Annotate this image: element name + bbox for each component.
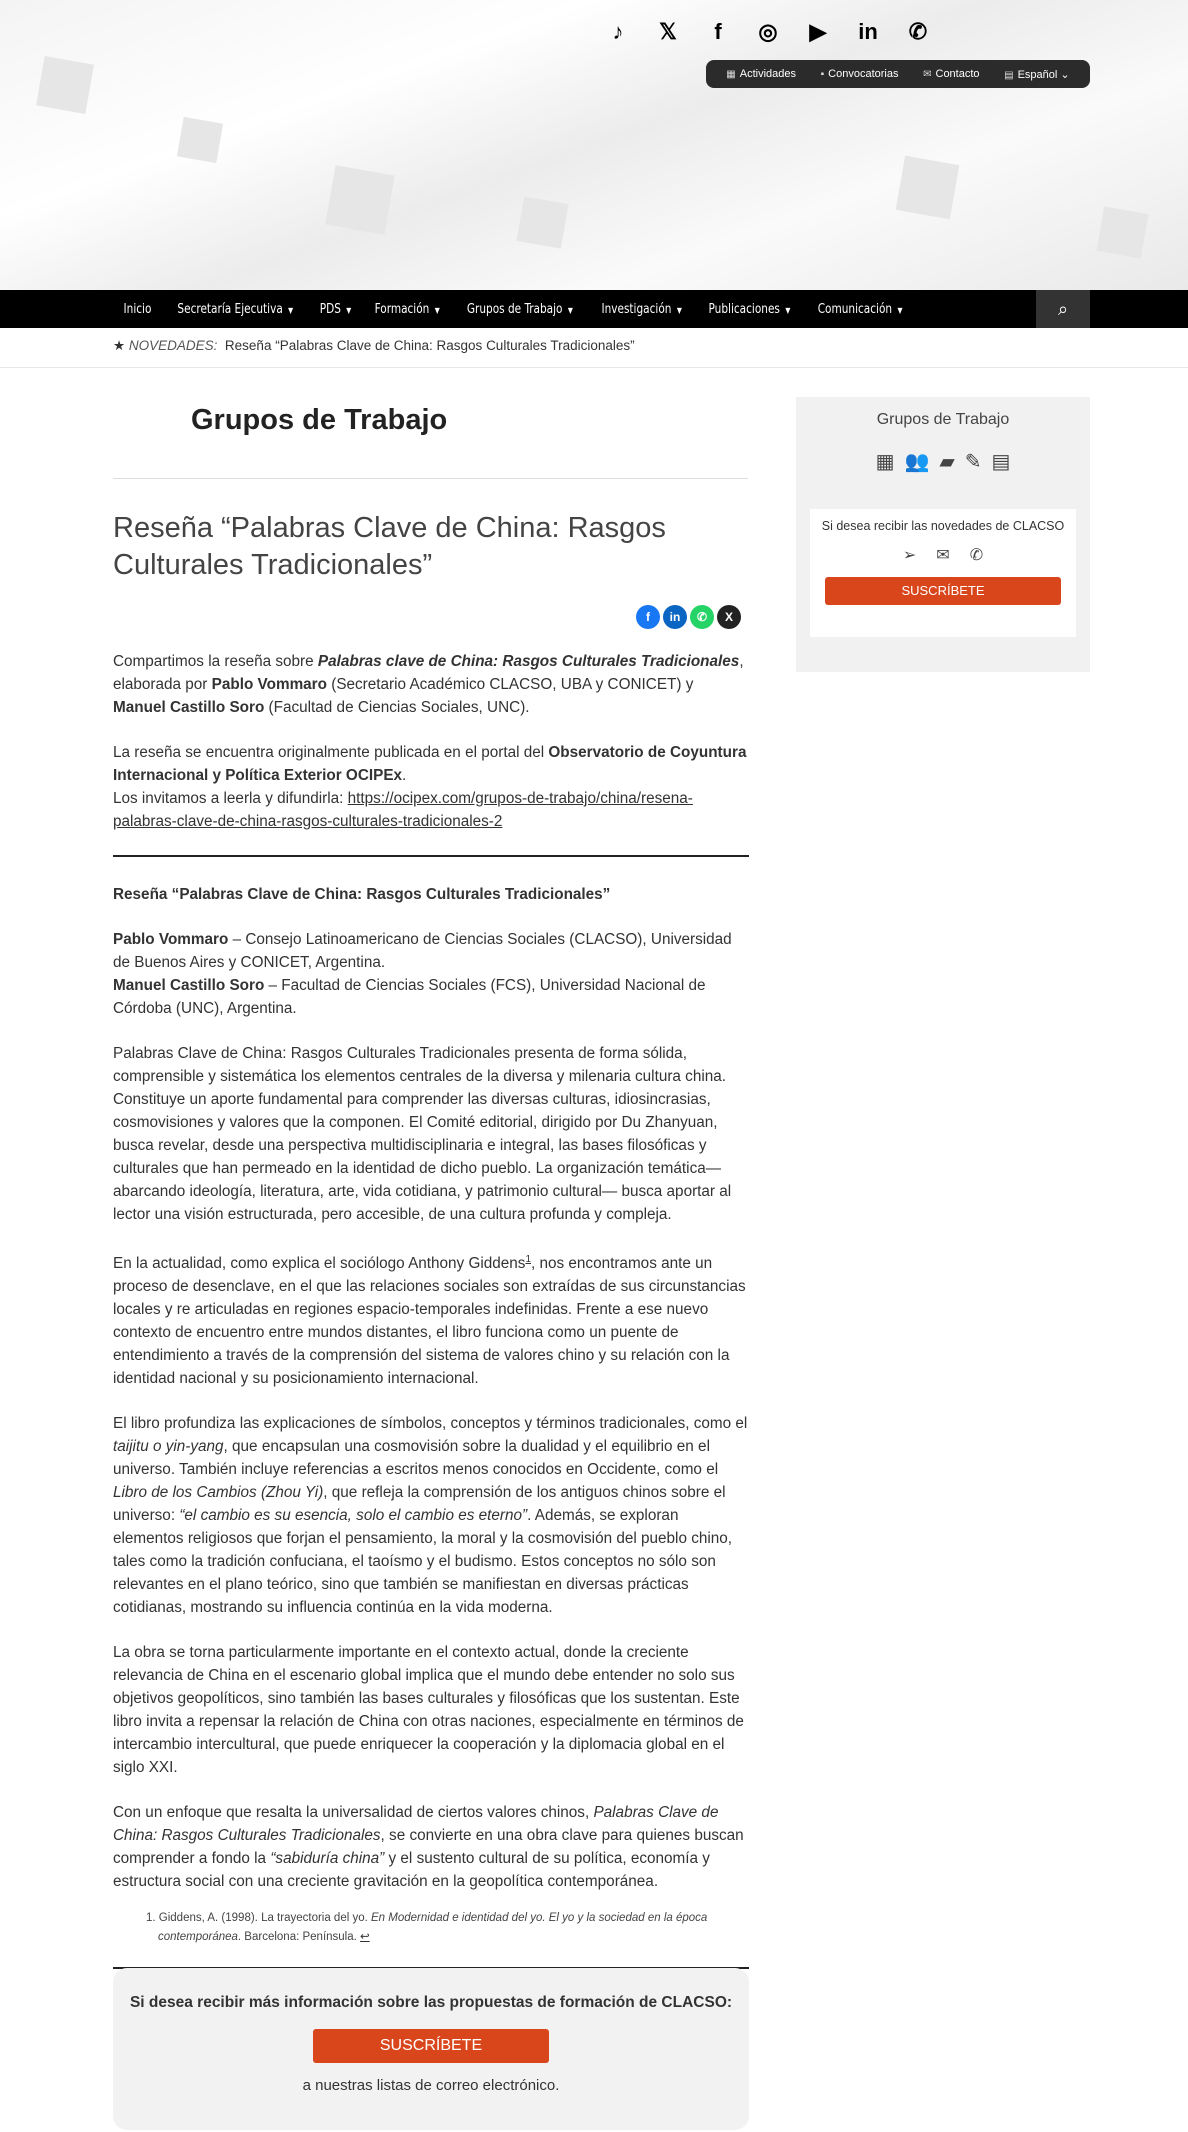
caret-down-icon: ▼	[288, 305, 294, 315]
text-segment: En Modernidad e identidad del yo. El yo y la sociedad en la época contemporánea	[158, 1912, 708, 1944]
facebook-icon[interactable]: f	[714, 19, 722, 44]
text-segment: Los invitamos a leerla y difundirla:	[113, 790, 348, 807]
text-segment: (Facultad de Ciencias Sociales, UNC).	[264, 699, 530, 716]
whatsapp-icon[interactable]: ✆	[969, 547, 984, 564]
divider	[113, 478, 748, 479]
sidebar	[796, 397, 1090, 672]
share-buttons	[636, 605, 741, 629]
footnote-ref[interactable]: 1	[525, 1254, 531, 1265]
caret-down-icon: ▼	[567, 305, 573, 315]
users-icon[interactable]: 👥	[904, 451, 930, 473]
text-segment: . Barcelona: Península.	[237, 1931, 361, 1944]
text-segment: Con un enfoque que resalta la universalidad de ciertos valores chinos,	[113, 1804, 594, 1822]
caret-down-icon: ▼	[676, 305, 682, 315]
text-segment: Manuel Castillo Soro	[113, 977, 265, 994]
section-title: Grupos de Trabajo	[191, 404, 448, 436]
text-segment: Manuel Castillo Soro	[113, 699, 265, 716]
text-segment: , nos encontramos ante un proceso de desenclave, en el que las relaciones sociales son extraídas de sus circunstancias locales y re articuladas en regiones espacio-temporales indefinidas. Frente a ese nuevo contexto de encuentro entre mundos distantes, el libro funciona como un puente de entendimiento a través de la comprensión del sistema de valores chino y su relación con la identidad nacional y su posicionamiento internacional.	[113, 1255, 746, 1388]
contacto-link[interactable]: ✉ Contacto	[923, 68, 980, 80]
text-segment: . Además, se exploran elementos religiosos que forjan el pensamiento, la moral y la cosmovisión del pueblo chino, tales como la tradición confuciana, el taoísmo y el budismo. Estos conceptos no sólo son relevantes en el plano teórico, sino que también se manifiestan en diversas prácticas cotidianas, mostrando su influencia continúa en la vida moderna.	[113, 1507, 733, 1617]
envelope-icon: ✉	[923, 69, 932, 80]
text-segment: (Secretario Académico CLACSO, UBA y CONICET) y	[326, 676, 694, 693]
search-button[interactable]	[1036, 290, 1090, 328]
whatsapp-icon[interactable]: ✆	[908, 19, 928, 44]
youtube-icon[interactable]: ▶	[809, 19, 827, 44]
nav-grupos[interactable]: Grupos de Trabajo ▼	[466, 301, 573, 317]
text-segment: En la actualidad, como explica el sociólogo Anthony Giddens	[113, 1255, 526, 1273]
link[interactable]: https://ocipex.com/grupos-de-trabajo/china/resena-palabras-clave-de-china-rasgos-culturales-tradicionales-2	[113, 790, 693, 830]
text-segment: Palabras Clave de China: Rasgos Culturales Tradicionales presenta de forma sólida, comprensible y sistemática los elementos centrales de la diversa y milenaria cultura china. Constituye un aporte fundamental para comprender las diversas culturas, idiosincrasias, cosmovisiones y valores que la componen. El Comité editorial, dirigido por Du Zhanyuan, busca revelar, desde una perspectiva multidisciplinaria e integral, las bases filosóficas y culturales que han permeado en la identidad de dicho pueblo. La organización temática—abarcando ideología, literatura, arte, vida cotidiana, y patrimonio cultural— busca aportar al lector una visión estructurada, pero accesible, de una cultura profunda y compleja.	[113, 1045, 732, 1223]
text-segment: La obra se torna particularmente importante en el contexto actual, donde la creciente relevancia de China en el escenario global implica que el mundo debe entender no solo sus objetivos geopolíticos, sino también las bases culturales y filosóficas que los sustentan. Este libro invita a repensar la relación de China con otras naciones, especialmente en términos de intercambio intercultural, que puede enriquecer la cooperación y la diplomacia global en el siglo XXI.	[113, 1644, 744, 1777]
x-share-icon[interactable]: X	[717, 605, 741, 629]
caret-down-icon: ▼	[345, 305, 351, 315]
top-utility-bar	[706, 60, 1090, 88]
text-segment: La reseña se encuentra originalmente publicada en el portal del	[113, 744, 549, 761]
caret-down-icon: ▼	[434, 305, 440, 315]
text-segment: Pablo Vommaro	[211, 676, 327, 693]
facebook-share-icon[interactable]: f	[636, 605, 660, 629]
text-segment: El libro profundiza las explicaciones de símbolos, conceptos y términos tradicionales, como el	[113, 1415, 748, 1433]
nav-formacion[interactable]: Formación ▼	[374, 301, 440, 317]
paragraph	[113, 1042, 749, 1226]
edit-icon[interactable]: ✎	[964, 451, 982, 473]
paragraph	[113, 741, 749, 833]
linkedin-share-icon[interactable]: in	[663, 605, 687, 629]
text-segment: y el sustento cultural de su política, economía y estructura social con una creciente gravitación en la geopolítica contemporánea.	[113, 1850, 710, 1891]
envelope-icon[interactable]: ✉	[936, 547, 950, 564]
search-icon: ⌕	[1057, 298, 1069, 319]
paragraph	[113, 1248, 749, 1390]
calendar-icon: ▦	[726, 69, 736, 80]
paragraph	[113, 928, 749, 1020]
nav-publicaciones[interactable]: Publicaciones ▼	[708, 301, 791, 317]
text-segment: – Facultad de Ciencias Sociales (FCS), Universidad Nacional de Córdoba (UNC), Argentina.	[113, 977, 706, 1017]
language-select[interactable]: ▤ Español ⌄	[1004, 68, 1070, 81]
text-segment: Palabras Clave de China: Rasgos Culturales Tradicionales	[113, 1804, 719, 1845]
text-segment: , elaborada por	[113, 653, 744, 693]
telegram-icon[interactable]: ➢	[902, 547, 917, 564]
instagram-icon[interactable]: ◎	[758, 19, 778, 44]
social-links	[604, 18, 932, 46]
whatsapp-share-icon[interactable]: ✆	[690, 605, 714, 629]
sidebar-title: Grupos de Trabajo	[876, 411, 1010, 428]
tiktok-icon[interactable]: ♪	[612, 19, 624, 44]
nav-pds[interactable]: PDS ▼	[319, 301, 351, 317]
main-nav	[0, 290, 1188, 328]
text-segment: , que refleja la comprensión de los antiguos chinos sobre el universo:	[113, 1484, 726, 1525]
news-ticker: ★ NOVEDADES: Reseña “Palabras Clave de China: Rasgos Culturales Tradicionales”	[113, 338, 635, 353]
paragraph	[113, 1641, 749, 1779]
x-icon[interactable]: 𝕏	[659, 19, 677, 44]
article-body	[113, 650, 749, 1995]
text-segment: Libro de los Cambios (Zhou Yi)	[113, 1484, 324, 1502]
header-banner	[0, 0, 1188, 290]
caret-down-icon: ▼	[897, 305, 903, 315]
language-icon: ▤	[1004, 69, 1014, 81]
subscribe-button[interactable]: SUSCRÍBETE	[313, 2029, 549, 2063]
text-segment: Pablo Vommaro	[113, 931, 229, 948]
nav-inicio[interactable]: Inicio	[123, 301, 152, 317]
caret-down-icon: ▼	[785, 305, 791, 315]
star-icon: ★	[113, 338, 126, 353]
paragraph	[113, 650, 749, 719]
paragraph	[113, 883, 749, 906]
grid-icon: ▪	[820, 69, 825, 80]
convocatorias-link[interactable]: ▪ Convocatorias	[820, 68, 899, 80]
nav-secretaria[interactable]: Secretaría Ejecutiva ▼	[177, 301, 294, 317]
text-segment: Palabras clave de China: Rasgos Culturales Tradicionales	[317, 653, 740, 670]
article-title: Reseña “Palabras Clave de China: Rasgos Culturales Tradicionales”	[113, 512, 666, 581]
newspaper-icon[interactable]: ▤	[991, 451, 1011, 473]
text-segment: – Consejo Latinoamericano de Ciencias Sociales (CLACSO), Universidad de Buenos Aires y CONICET, Argentina.	[113, 931, 732, 971]
divider	[113, 855, 749, 857]
sidebar-subscribe-box	[810, 509, 1076, 637]
link[interactable]: ↩	[360, 1931, 370, 1944]
text-segment: , se convierte en una obra clave para quienes buscan comprender a fondo la	[113, 1827, 744, 1868]
cta-subtext: a nuestras listas de correo electrónico.	[302, 2077, 560, 2094]
text-segment: “el cambio es su esencia, solo el cambio es eterno”	[179, 1507, 528, 1525]
nav-comunicacion[interactable]: Comunicación ▼	[817, 301, 903, 317]
text-segment: “sabiduría china”	[270, 1850, 385, 1868]
book-icon[interactable]: ▰	[939, 451, 955, 473]
newsletter-cta	[113, 1968, 749, 2130]
chevron-down-icon: ⌄	[1060, 68, 1070, 81]
paragraph	[113, 1801, 749, 1893]
calendar-icon[interactable]: ▦	[875, 451, 895, 473]
sidebar-subscribe-button[interactable]: SUSCRÍBETE	[825, 577, 1061, 605]
text-segment: taijitu o yin-yang	[113, 1438, 224, 1456]
news-ticker-link[interactable]: Reseña “Palabras Clave de China: Rasgos Culturales Tradicionales”	[224, 338, 635, 353]
actividades-link[interactable]: ▦ Actividades	[726, 68, 797, 80]
text-segment: Compartimos la reseña sobre	[113, 653, 318, 670]
linkedin-icon[interactable]: in	[858, 19, 878, 44]
subscribe-text: Si desea recibir las novedades de CLACSO	[821, 519, 1065, 533]
cta-text: Si desea recibir más información sobre las propuestas de formación de CLACSO:	[129, 1994, 733, 2011]
text-segment: Observatorio de Coyuntura Internacional y Política Exterior OCIPEx	[113, 744, 747, 784]
text-segment: Reseña “Palabras Clave de China: Rasgos Culturales Tradicionales”	[113, 886, 611, 903]
nav-investigacion[interactable]: Investigación ▼	[601, 301, 682, 317]
text-segment: 1. Giddens, A. (1998). La trayectoria del yo.	[146, 1912, 372, 1925]
divider	[0, 367, 1188, 368]
paragraph	[113, 1412, 749, 1619]
text-segment: .	[402, 767, 407, 784]
footnote	[113, 1909, 749, 1947]
text-segment: , que encapsulan una cosmovisión sobre la dualidad y el equilibrio en el universo. También incluye referencias a escritos menos conocidos en Occidente, como el	[113, 1438, 719, 1479]
